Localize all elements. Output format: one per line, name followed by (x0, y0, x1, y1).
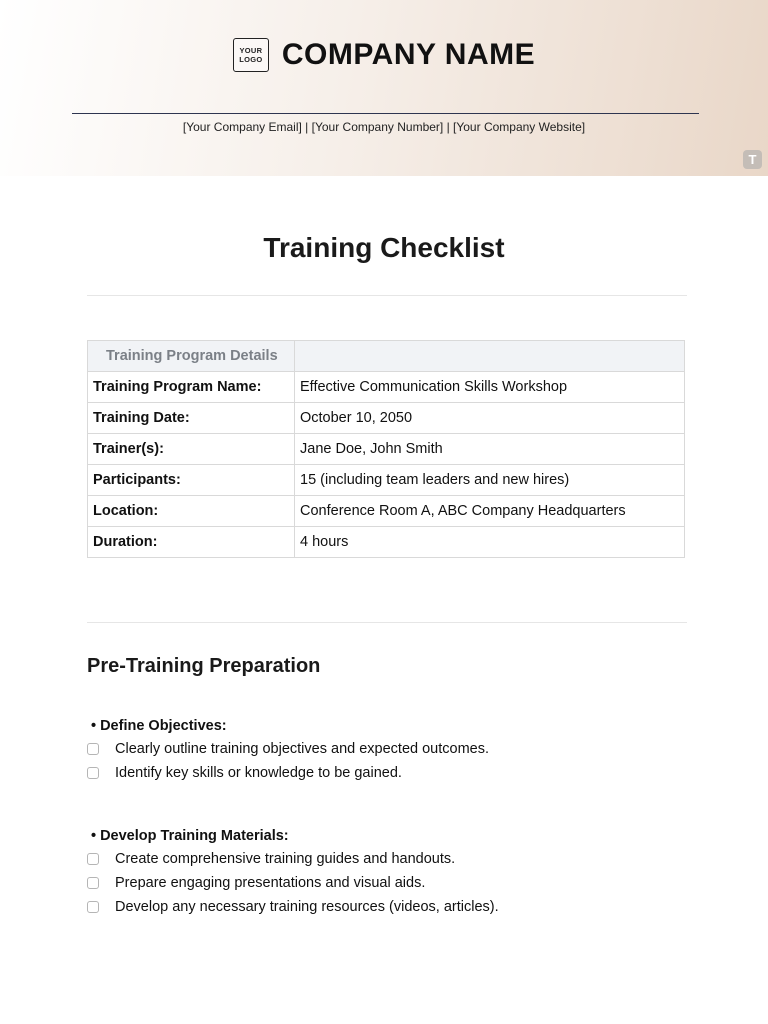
table-row (88, 372, 685, 403)
group-title-text: Define Objectives: (100, 718, 227, 734)
row-value: Jane Doe, John Smith (295, 434, 685, 465)
template-badge-icon: T (743, 150, 762, 169)
table-header-label: Training Program Details (88, 341, 295, 372)
group-title-text: Develop Training Materials: (100, 828, 289, 844)
table-row (88, 434, 685, 465)
row-value: 15 (including team leaders and new hires) (295, 465, 685, 496)
table-row (88, 403, 685, 434)
company-name: COMPANY NAME (281, 38, 536, 71)
title-divider (87, 295, 687, 296)
checklist-group-title (91, 828, 289, 844)
table-header-value (295, 341, 685, 372)
row-value: Effective Communication Skills Workshop (295, 372, 685, 403)
training-details-table (87, 340, 685, 558)
logo-text-line1: YOUR (239, 46, 263, 55)
row-label: Participants: (88, 465, 295, 496)
checklist-item-text: Clearly outline training objectives and expected outcomes. (115, 741, 489, 757)
checklist-item-text: Prepare engaging presentations and visual aids. (115, 875, 426, 891)
checklist-item-text: Develop any necessary training resources (videos, articles). (115, 899, 499, 915)
table-header-row (88, 341, 685, 372)
bullet-icon: • (91, 828, 97, 844)
row-value: October 10, 2050 (295, 403, 685, 434)
table-row (88, 496, 685, 527)
checkbox[interactable] (87, 877, 99, 889)
row-label: Duration: (88, 527, 295, 558)
company-logo (233, 38, 269, 72)
row-label: Trainer(s): (88, 434, 295, 465)
checklist-item (87, 740, 489, 758)
contact-line: [Your Company Email] | [Your Company Number] | [Your Company Website] (182, 120, 586, 134)
page-title: Training Checklist (263, 232, 505, 263)
row-value: 4 hours (295, 527, 685, 558)
checkbox[interactable] (87, 853, 99, 865)
table-row (88, 527, 685, 558)
checklist-item-text: Identify key skills or knowledge to be gained. (115, 765, 402, 781)
checklist-group-title (91, 718, 227, 734)
row-label: Training Program Name: (88, 372, 295, 403)
section-heading: Pre-Training Preparation (87, 655, 321, 677)
checkbox[interactable] (87, 901, 99, 913)
brand (0, 38, 768, 72)
table-row (88, 465, 685, 496)
row-label: Location: (88, 496, 295, 527)
checklist-item-text: Create comprehensive training guides and handouts. (115, 851, 456, 867)
row-label: Training Date: (88, 403, 295, 434)
logo-text-line2: LOGO (239, 55, 263, 64)
row-value: Conference Room A, ABC Company Headquarters (295, 496, 685, 527)
section-divider (87, 622, 687, 623)
checklist-item (87, 764, 402, 782)
bullet-icon: • (91, 718, 97, 734)
header-divider (72, 113, 699, 114)
checklist-item (87, 850, 455, 868)
checkbox[interactable] (87, 743, 99, 755)
checklist-item (87, 874, 425, 892)
checklist-item (87, 898, 499, 916)
letterhead (0, 0, 768, 176)
checkbox[interactable] (87, 767, 99, 779)
